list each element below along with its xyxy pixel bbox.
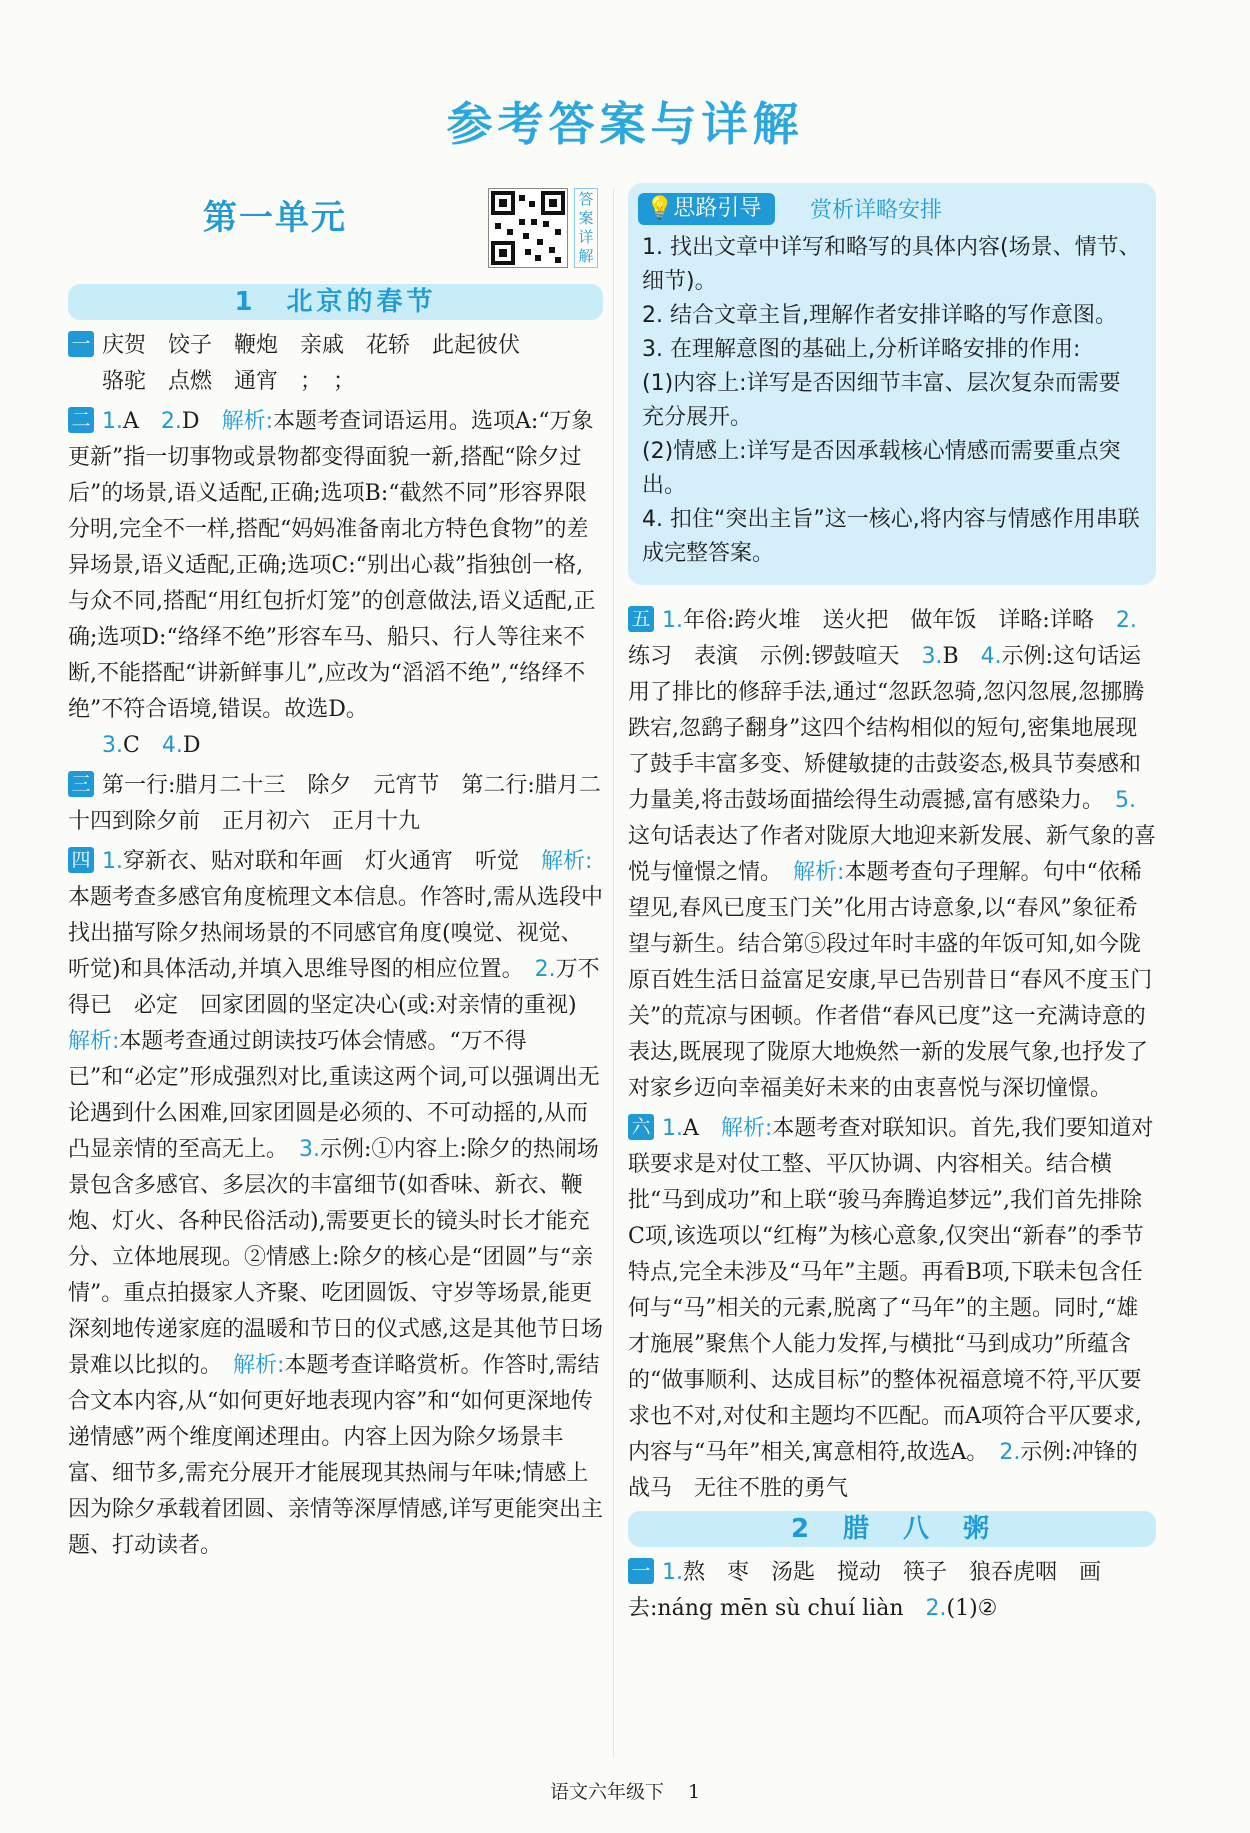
page-title: 参考答案与详解 bbox=[446, 97, 804, 151]
page-footer bbox=[0, 1777, 1250, 1804]
section-badge: 一 bbox=[628, 1558, 654, 1584]
question-number: 1. bbox=[102, 409, 123, 434]
question-number: 3. bbox=[921, 644, 943, 669]
question-number: 1. bbox=[662, 608, 683, 633]
footer-subject: 语文六年级下 bbox=[549, 1781, 664, 1803]
analysis-label: 解析: bbox=[720, 1116, 773, 1141]
section-badge: 四 bbox=[68, 847, 94, 873]
unit-header bbox=[68, 188, 603, 280]
answer-text: 穿新衣、贴对联和年画 灯火通宵 听觉 bbox=[123, 849, 520, 874]
question-number: 3. bbox=[299, 1137, 321, 1162]
lightbulb-icon: 💡 bbox=[646, 196, 674, 221]
question-number: 4. bbox=[161, 733, 183, 758]
analysis-text: 本题考查句子理解。句中“依稀望见,春风已度玉门关”化用古诗意象,以“春风”象征希望与新生。结合第⑤段过年时丰盛的年饭可知,如今陇原百姓生活日益富足安康,早已告别昔日“春风不度玉门关”的荒凉与困顿。作者借“春风已度”这一充满诗意的表达,既展现了陇原大地焕然一新的发展气象,也抒发了对家乡迈向幸福美好未来的由衷喜悦与深切憧憬。 bbox=[628, 860, 1153, 1101]
question-number: 2. bbox=[999, 1440, 1021, 1465]
question-number: 4. bbox=[980, 644, 1002, 669]
guide-step: 1. 找出文章中详写和略写的具体内容(场景、情节、细节)。 bbox=[642, 235, 1141, 294]
guide-body bbox=[642, 231, 1142, 571]
guide-step: 3. 在理解意图的基础上,分析详略安排的作用: bbox=[642, 337, 1081, 362]
analysis-text: 本题考查对联知识。首先,我们要知道对联要求是对仗工整、平仄协调、内容相关。结合横批“马到成功”和上联“骏马奔腾追梦远”,我们首先排除C项,该选项以“红梅”为核心意象,仅突出“新春”的季节特点,完全未涉及“马年”主题。再看B项,下联未包含任何与“马”相关的元素,脱离了“马年”的主题。同时,“雄才施展”聚焦个人能力发挥,与横批“马到成功”所蕴含的“做事顺利、达成目标”的整体祝福意境不符,平仄要求也不对,对仗和主题均不匹配。而A项符合平仄要求,内容与“马年”相关,寓意相符,故选A。 bbox=[628, 1116, 1154, 1465]
answer-text: D bbox=[181, 409, 200, 434]
question-number: 2. bbox=[1115, 608, 1137, 633]
guide-step: 2. 结合文章主旨,理解作者安排详略的写作意图。 bbox=[642, 303, 1117, 328]
answer-text: B bbox=[942, 644, 959, 669]
page-number: 1 bbox=[687, 1781, 701, 1803]
lesson-1-title: 1 北京的春节 bbox=[68, 284, 603, 320]
analysis-text: 本题考查详略赏析。作答时,需结合文本内容,从“如何更好地表现内容”和“如何更深地传递情感”两个维度阐述理由。内容上因为除夕场景丰富、细节多,需充分展开才能展现其热闹与年味;情感上因为除夕承载着团圆、亲情等深厚情感,详写更能突出主题、打动读者。 bbox=[68, 1353, 603, 1558]
guide-badge bbox=[638, 193, 775, 225]
question-number: 1. bbox=[662, 1116, 683, 1141]
guide-step: 4. 扣住“突出主旨”这一核心,将内容与情感作用串联成完整答案。 bbox=[642, 507, 1140, 566]
analysis-label: 解析: bbox=[68, 1029, 120, 1054]
answer-text: 示例:①内容上:除夕的热闹场景包含多感官、多层次的丰富细节(如香味、新衣、鞭炮、灯火、各种民俗活动),需要更长的镜头时长才能充分、立体地展现。②情感上:除夕的核心是“团圆”与“亲情”。重点拍摄家人齐聚、吃团圆饭、守岁等场景,能更深刻地传递家庭的温暖和节日的仪式感,这是其他节日场景难以比拟的。 bbox=[68, 1137, 603, 1378]
analysis-text: 本题考查词语运用。选项A:“万象更新”指一切事物或景物都变得面貌一新,搭配“除夕过后”的场景,语义适配,正确;选项B:“截然不同”形容界限分明,完全不一样,搭配“妈妈准备南北方特色食物”的差异场景,语义适配,正确;选项C:“别出心裁”指独创一格,与众不同,搭配“用红包折灯笼”的创意做法,语义适配,正确;选项D:“络绎不绝”形容车马、船只、行人等往来不断,不能搭配“讲新鲜事儿”,应改为“滔滔不绝”,“络绎不绝”不符合语境,错误。故选D。 bbox=[68, 409, 596, 722]
lesson-2-title: 2 腊 八 粥 bbox=[628, 1511, 1156, 1547]
question-number: 1. bbox=[662, 1560, 683, 1585]
answer-text: 骆驼 点燃 通宵 ； ； bbox=[102, 369, 356, 394]
question-number: 5. bbox=[1115, 788, 1137, 813]
analysis-label: 解析: bbox=[221, 409, 273, 434]
section-4 bbox=[68, 844, 603, 1564]
section-badge: 二 bbox=[68, 407, 94, 433]
guide-badge-label: 思路引导 bbox=[673, 196, 762, 221]
answer-text: (1)② bbox=[946, 1596, 998, 1621]
analysis-label: 解析: bbox=[793, 860, 845, 885]
column-divider bbox=[613, 188, 614, 1758]
analysis-label: 解析: bbox=[233, 1353, 285, 1378]
answer-text: A bbox=[683, 1116, 699, 1141]
analysis-label: 解析: bbox=[541, 849, 593, 874]
answer-text: 万不得已 必定 回家团圆的坚定决心(或:对亲情的重视) bbox=[68, 957, 600, 1018]
section-1 bbox=[68, 328, 603, 400]
guide-step: (2)情感上:详写是否因承载核心情感而需要重点突出。 bbox=[642, 439, 1121, 498]
guide-header bbox=[642, 195, 1142, 229]
question-number: 2. bbox=[160, 409, 182, 434]
answer-text: D bbox=[182, 733, 201, 758]
answer-text: 庆贺 饺子 鞭炮 亲戚 花轿 此起彼伏 bbox=[102, 333, 521, 358]
qr-code-icon[interactable] bbox=[488, 188, 568, 268]
left-column bbox=[68, 188, 603, 1568]
answer-text: A bbox=[123, 409, 139, 434]
section-badge: 一 bbox=[68, 331, 94, 357]
guide-subtitle: 赏析详略安排 bbox=[810, 198, 943, 223]
answer-text: C bbox=[123, 733, 140, 758]
answer-text: 熬 枣 汤匙 搅动 筷子 狼吞虎咽 画去:náng mēn sù chuí liàn bbox=[628, 1560, 1102, 1621]
answer-text: 练习 表演 示例:锣鼓喧天 bbox=[628, 644, 900, 669]
question-number: 2. bbox=[925, 1596, 947, 1621]
section-5 bbox=[628, 603, 1156, 1107]
analysis-text: 本题考查多感官角度梳理文本信息。作答时,需从选段中找出描写除夕热闹场景的不同感官角度(嗅觉、视觉、听觉)和具体活动,并填入思维导图的相应位置。 bbox=[68, 885, 603, 982]
qr-label: 答案详解 bbox=[574, 188, 598, 268]
answer-text: 年俗:跨火堆 送火把 做年饭 详略:详略 bbox=[683, 608, 1094, 633]
answer-text: 示例:冲锋的战马 无往不胜的勇气 bbox=[628, 1440, 1138, 1501]
thinking-guide-box bbox=[628, 183, 1156, 585]
section-badge: 五 bbox=[628, 606, 654, 632]
question-number: 1. bbox=[102, 849, 123, 874]
right-column bbox=[628, 183, 1156, 1631]
section-6 bbox=[628, 1111, 1156, 1507]
answer-text: 第一行:腊月二十三 除夕 元宵节 第二行:腊月二十四到除夕前 正月初六 正月十九 bbox=[68, 773, 601, 834]
section-3 bbox=[68, 768, 603, 840]
section-2 bbox=[68, 404, 603, 764]
analysis-text: 本题考查通过朗读技巧体会情感。“万不得已”和“必定”形成强烈对比,重读这两个词,可以强调出无论遇到什么困难,回家团圆是必须的、不可动摇的,从而凸显亲情的至高无上。 bbox=[68, 1029, 600, 1162]
section-badge: 三 bbox=[68, 771, 94, 797]
question-number: 2. bbox=[534, 957, 556, 982]
answer-text: 示例:这句话运用了排比的修辞手法,通过“忽跃忽骑,忽闪忽展,忽挪腾跌宕,忽鹞子翻身”这四个结构相似的短句,密集地展现了鼓手丰富多变、矫健敏捷的击鼓姿态,极具节奏感和力量美,将击鼓场面描绘得生动震撼,富有感染力。 bbox=[628, 644, 1145, 813]
question-number: 3. bbox=[102, 733, 123, 758]
unit-title: 第一单元 bbox=[203, 198, 347, 238]
guide-step: (1)内容上:详写是否因细节丰富、层次复杂而需要充分展开。 bbox=[642, 371, 1121, 430]
answer-text: 这句话表达了作者对陇原大地迎来新发展、新气象的喜悦与憧憬之情。 bbox=[628, 824, 1157, 885]
section-7 bbox=[628, 1555, 1156, 1627]
section-badge: 六 bbox=[628, 1114, 654, 1140]
answer-row bbox=[68, 728, 603, 764]
